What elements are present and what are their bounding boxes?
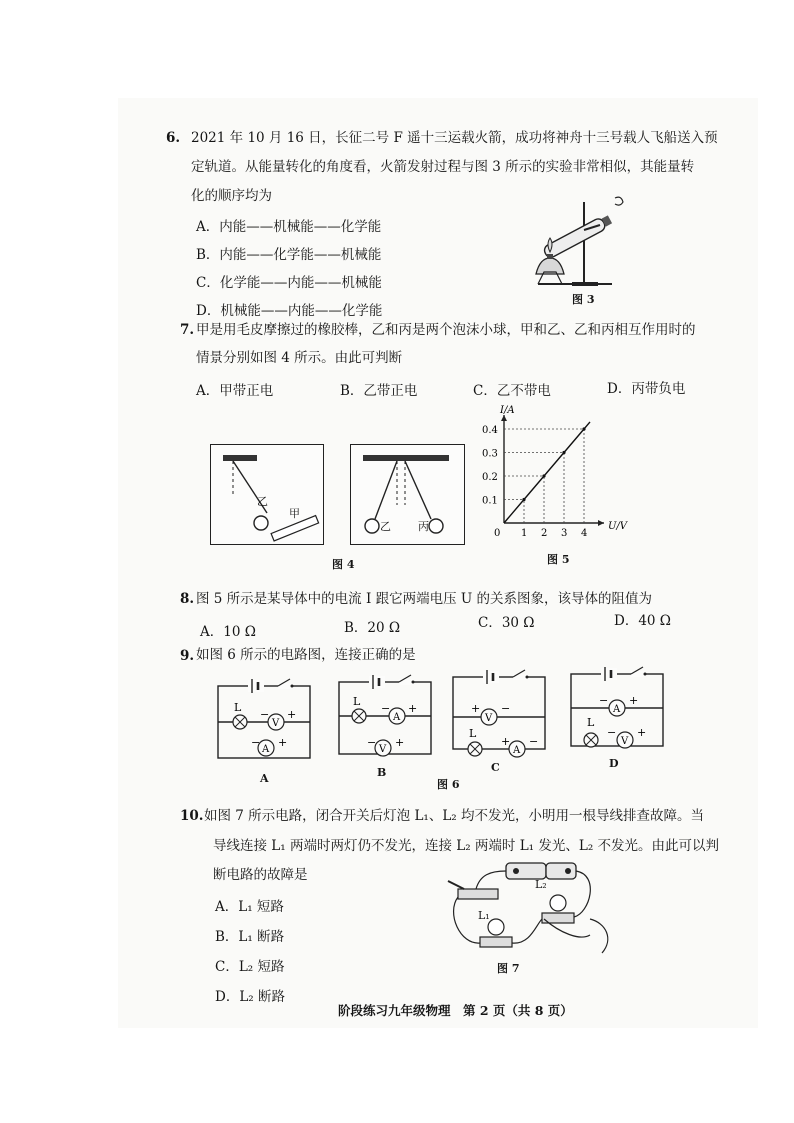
q7-line1: 甲是用毛皮摩擦过的橡胶棒，乙和丙是两个泡沫小球，甲和乙、乙和丙相互作用时的 [196, 322, 696, 338]
q7-option-d: D．丙带负电 [607, 381, 686, 397]
q6-option-d: D．机械能——内能——化学能 [196, 303, 383, 319]
lamp-l2-label: L₂ [535, 878, 547, 891]
page-footer: 阶段练习九年级物理 第 2 页（共 8 页） [338, 1003, 573, 1018]
circuit-c-minus-2: − [529, 735, 539, 748]
figure-3-apparatus [520, 190, 630, 295]
origin-label: 0 [494, 528, 501, 539]
circuit-c-ammeter-letter: A [513, 745, 521, 756]
q6-line1: 2021 年 10 月 16 日，长征二号 F 遥十三运载火箭，成功将神舟十三号载人飞船送入预 [191, 130, 718, 146]
circuit-c-voltmeter-letter: V [485, 713, 493, 724]
circuit-d-minus-2: − [607, 726, 617, 739]
ball-bing-label: 丙 [418, 520, 429, 533]
data-point [522, 498, 525, 501]
figure-6-caption: 图 6 [437, 778, 460, 791]
circuit-b-plus-2: + [395, 736, 405, 749]
circuit-c-plus-2: + [501, 735, 511, 748]
circuit-c-minus-1: − [501, 702, 511, 715]
series-line [504, 422, 590, 523]
circuit-a-ammeter-letter: A [262, 744, 270, 755]
q6-option-c: C．化学能——内能——机械能 [196, 275, 382, 291]
y-tick-label: 0.4 [482, 425, 498, 436]
y-axis-label: I/A [500, 405, 515, 416]
q6-option-a: A．内能——机械能——化学能 [196, 219, 382, 235]
figure-4-right-panel [350, 444, 465, 545]
q9-text: 如图 6 所示的电路图，连接正确的是 [196, 647, 416, 663]
data-point [582, 427, 585, 430]
circuit-d-diagram [565, 664, 669, 756]
circuit-a-minus-2: − [251, 736, 261, 749]
figure-5-caption: 图 5 [547, 553, 570, 566]
q8-option-c: C．30 Ω [478, 615, 535, 631]
x-axis-label: U/V [608, 521, 628, 532]
circuit-a-label: A [260, 772, 269, 785]
y-tick-label: 0.3 [482, 448, 498, 460]
ball-yi-label-right: 乙 [380, 520, 391, 533]
q6-line3: 化的顺序均为 [191, 188, 272, 204]
circuit-b-ammeter-letter: A [393, 712, 401, 723]
circuit-a-voltmeter-letter: V [272, 718, 280, 729]
circuit-d-voltmeter-letter: V [621, 736, 629, 747]
x-tick-label: 4 [581, 528, 588, 539]
circuit-a-diagram [212, 676, 316, 768]
ball-yi-label: 乙 [257, 495, 268, 508]
figure-7-circuit-photo [440, 853, 620, 958]
circuit-c-plus-1: + [471, 702, 481, 715]
q7-number: 7. [180, 322, 195, 338]
q10-option-c: C．L₂ 短路 [215, 959, 285, 975]
figure-5-graph [478, 405, 628, 545]
circuit-a-minus-1: − [260, 708, 270, 721]
data-point [562, 451, 565, 454]
q7-option-b: B．乙带正电 [340, 383, 418, 399]
circuit-d-plus-2: + [637, 726, 647, 739]
q7-line2: 情景分别如图 4 所示。由此可判断 [196, 350, 403, 366]
y-tick-label: 0.2 [482, 472, 498, 483]
circuit-a-lamp-letter: L [234, 701, 242, 714]
q10-line3: 断电路的故障是 [213, 867, 308, 883]
x-tick-label: 1 [521, 528, 528, 539]
y-tick-label: 0.1 [482, 495, 498, 507]
circuit-b-diagram [333, 672, 437, 764]
q10-option-d: D．L₂ 断路 [215, 989, 285, 1005]
q7-option-a: A．甲带正电 [196, 383, 274, 399]
circuit-d-label: D [609, 757, 619, 770]
circuit-b-voltmeter-letter: V [379, 744, 387, 755]
lamp-l1-label: L₁ [478, 909, 490, 922]
figure-3-caption: 图 3 [572, 293, 595, 306]
q8-option-b: B．20 Ω [344, 620, 401, 636]
paper-background [118, 98, 758, 1028]
q8-text: 图 5 所示是某导体中的电流 I 跟它两端电压 U 的关系图象，该导体的阻值为 [196, 591, 653, 607]
q6-line2: 定轨道。从能量转化的角度看，火箭发射过程与图 3 所示的实验非常相似，其能量转 [191, 159, 695, 175]
circuit-a-plus-1: + [287, 708, 297, 721]
figure-4-left-panel [210, 444, 324, 545]
q6-number: 6. [166, 130, 181, 146]
q8-option-a: A．10 Ω [200, 624, 256, 640]
circuit-a-plus-2: + [278, 736, 288, 749]
circuit-b-lamp-letter: L [353, 695, 361, 708]
circuit-d-lamp-letter: L [587, 716, 595, 729]
q10-number: 10. [180, 808, 204, 824]
q10-option-a: A．L₁ 短路 [215, 899, 284, 915]
circuit-c-diagram [447, 667, 551, 759]
circuit-c-label: C [491, 761, 500, 774]
circuit-b-minus-1: − [381, 702, 391, 715]
x-tick-label: 3 [561, 528, 568, 539]
q10-line2: 导线连接 L₁ 两端时两灯仍不发光，连接 L₂ 两端时 L₁ 发光、L₂ 不发光。由此可以判 [213, 838, 720, 854]
rod-jia-label: 甲 [289, 507, 300, 520]
q8-number: 8. [180, 591, 195, 607]
circuit-b-minus-2: − [367, 736, 377, 749]
circuit-d-plus-1: + [629, 694, 639, 707]
figure-7-caption: 图 7 [497, 962, 520, 975]
circuit-c-lamp-letter: L [469, 727, 477, 740]
circuit-b-plus-1: + [408, 702, 418, 715]
data-point [542, 474, 545, 477]
circuit-d-ammeter-letter: A [613, 704, 621, 715]
q10-option-b: B．L₁ 断路 [215, 929, 285, 945]
circuit-d-minus-1: − [599, 694, 609, 707]
q6-option-b: B．内能——化学能——机械能 [196, 247, 382, 263]
x-axis-arrow [598, 520, 604, 526]
q7-option-c: C．乙不带电 [473, 383, 551, 399]
q8-option-d: D．40 Ω [614, 613, 671, 629]
q10-line1: 如图 7 所示电路，闭合开关后灯泡 L₁、L₂ 均不发光，小明用一根导线排查故障。当 [204, 808, 705, 824]
circuit-b-label: B [377, 766, 387, 779]
figure-4-caption: 图 4 [332, 558, 355, 571]
x-tick-label: 2 [541, 528, 548, 539]
q9-number: 9. [180, 648, 195, 664]
